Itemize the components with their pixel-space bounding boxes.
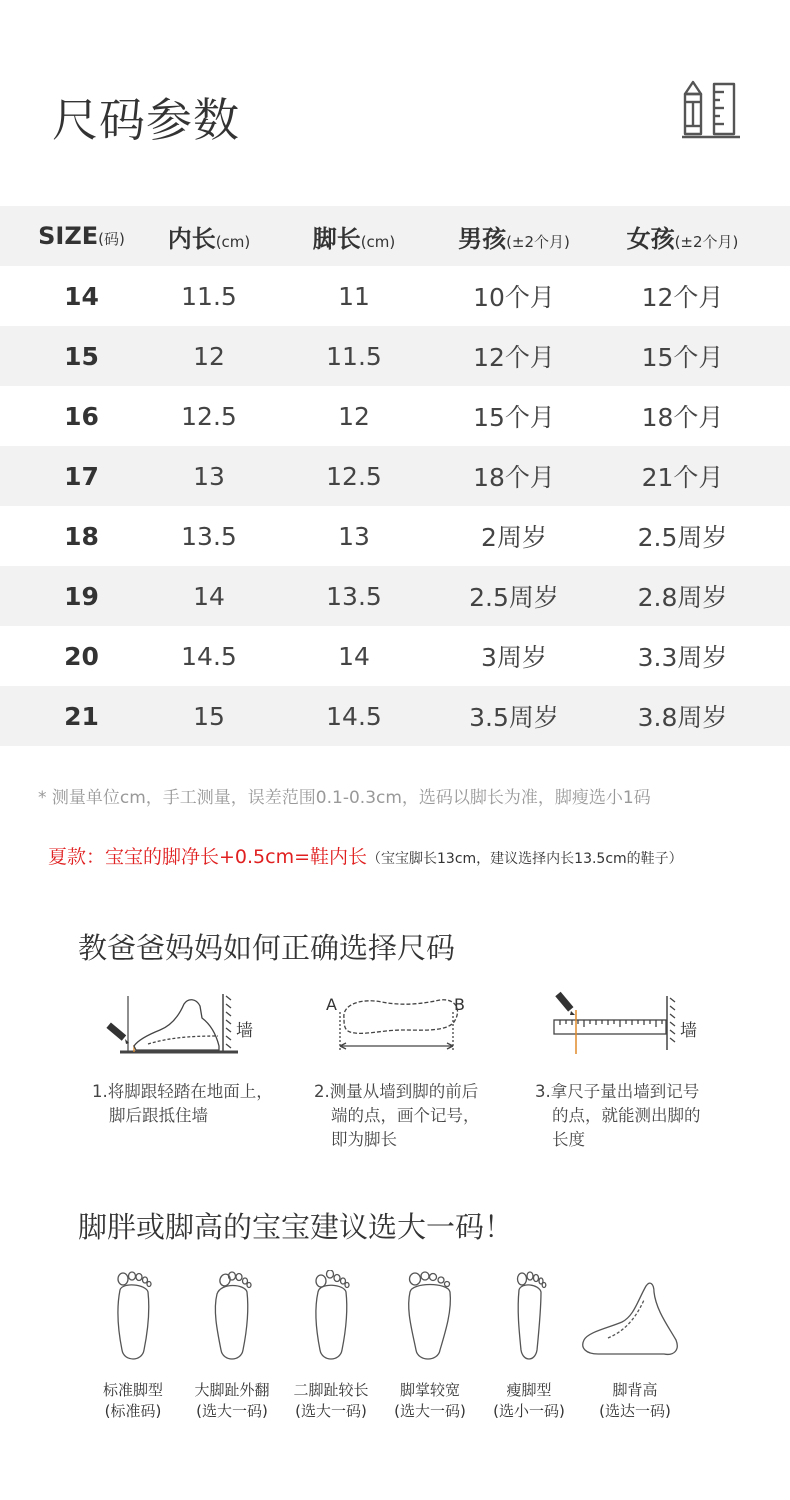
boy-age-cell: 3周岁: [481, 643, 547, 672]
wide-foot-icon: [375, 1270, 485, 1366]
boy-age-cell: 18个月: [473, 463, 555, 492]
step1-illustration: [98, 990, 258, 1060]
measurement-note: * 测量单位cm，手工测量，误差范围0.1-0.3cm，选码以脚长为准，脚瘦选小1码: [38, 788, 651, 808]
foot-label-high-instep: 脚背高 (选达一码): [599, 1381, 671, 1420]
boy-age-cell: 12个月: [473, 343, 555, 372]
foot-label-long-second-toe: 二脚趾较长 (选大一码): [293, 1381, 369, 1420]
long-second-toe-foot-icon: [276, 1270, 386, 1366]
summer-formula: [48, 842, 683, 869]
foot-length-cell: 14: [338, 641, 370, 671]
pencil-ruler-icon: [680, 80, 742, 140]
table-row: [0, 686, 790, 746]
table-header-row: [0, 206, 790, 266]
high-instep-foot-icon: [578, 1270, 688, 1366]
inner-length-cell: 12: [193, 341, 225, 371]
inner-length-cell: 14.5: [181, 641, 237, 671]
inner-length-cell: 13.5: [181, 521, 237, 551]
boy-age-cell: 3.5周岁: [469, 703, 559, 732]
girl-age-cell: 12个月: [641, 283, 724, 312]
header-size: SIZE(码): [38, 222, 125, 250]
size-cell: 18: [64, 521, 99, 551]
wall-label: 墙: [236, 1021, 253, 1041]
foot-length-cell: 13: [338, 521, 370, 551]
thin-foot-icon: [474, 1270, 584, 1366]
boy-age-cell: 10个月: [473, 283, 555, 312]
point-b-label: B: [454, 995, 465, 1014]
girl-age-cell: 18个月: [641, 403, 724, 432]
foot-length-cell: 14.5: [326, 701, 382, 731]
boy-age-cell: 2.5周岁: [469, 583, 559, 612]
girl-age-cell: 15个月: [641, 343, 724, 372]
inner-length-cell: 13: [193, 461, 225, 491]
girl-age-cell: 3.3周岁: [637, 643, 728, 672]
guide-title: 教爸爸妈妈如何正确选择尺码: [78, 931, 456, 965]
table-row: [0, 326, 790, 386]
size-cell: 14: [64, 281, 99, 311]
foot-length-cell: 12: [338, 401, 370, 431]
foot-type-title: 脚胖或脚高的宝宝建议选大一码！: [78, 1210, 514, 1244]
foot-length-cell: 12.5: [326, 461, 382, 491]
foot-label-standard: 标准脚型 (标准码): [102, 1381, 163, 1420]
bunion-foot-icon: [177, 1270, 287, 1366]
foot-length-cell: 11: [338, 281, 370, 311]
step2-text: 2.测量从墙到脚的前后 端的点，画个记号， 即为脚长: [314, 1082, 480, 1149]
header-boy-age: 男孩(±2个月): [458, 224, 570, 253]
girl-age-cell: 21个月: [641, 463, 724, 492]
girl-age-cell: 3.8周岁: [637, 703, 728, 732]
size-cell: 20: [64, 641, 99, 671]
wall-label-2: 墙: [680, 1021, 697, 1041]
page-title: 尺码参数: [52, 93, 240, 147]
foot-label-thin: 瘦脚型 (选小一码): [493, 1381, 565, 1420]
summer-formula-text: 夏款：宝宝的脚净长+0.5cm=鞋内长: [48, 846, 368, 868]
table-row: [0, 626, 790, 686]
foot-length-cell: 13.5: [326, 581, 382, 611]
size-cell: 15: [64, 341, 99, 371]
boy-age-cell: 15个月: [473, 403, 555, 432]
summer-example: （宝宝脚长13cm，建议选择内长13.5cm的鞋子）: [367, 851, 683, 867]
foot-label-wide: 脚掌较宽 (选大一码): [394, 1381, 466, 1420]
table-row: [0, 446, 790, 506]
inner-length-cell: 12.5: [181, 401, 237, 431]
standard-foot-icon: [78, 1270, 188, 1366]
foot-length-cell: 11.5: [326, 341, 382, 371]
table-row: [0, 266, 790, 326]
point-a-label: A: [326, 995, 337, 1014]
step3-text: 3.拿尺子量出墙到记号 的点，就能测出脚的 长度: [535, 1082, 701, 1149]
step2-illustration: [322, 990, 472, 1060]
header-inner-length: 内长(cm): [167, 224, 251, 253]
foot-label-bunion: 大脚趾外翻 (选大一码): [194, 1381, 270, 1420]
table-row: [0, 506, 790, 566]
size-cell: 17: [64, 461, 99, 491]
size-table: [0, 206, 790, 746]
girl-age-cell: 2.5周岁: [637, 523, 728, 552]
boy-age-cell: 2周岁: [481, 523, 547, 552]
inner-length-cell: 15: [193, 701, 225, 731]
girl-age-cell: 2.8周岁: [637, 583, 728, 612]
inner-length-cell: 14: [193, 581, 225, 611]
inner-length-cell: 11.5: [181, 281, 237, 311]
header-girl-age: 女孩(±2个月): [626, 224, 739, 253]
size-cell: 16: [64, 401, 99, 431]
size-cell: 19: [64, 581, 99, 611]
header-foot-length: 脚长(cm): [312, 224, 396, 253]
header: [0, 0, 790, 205]
step1-text: 1.将脚跟轻踏在地面上， 脚后跟抵住墙: [92, 1082, 273, 1125]
table-row: [0, 386, 790, 446]
size-cell: 21: [64, 701, 99, 731]
table-row: [0, 566, 790, 626]
step3-illustration: [550, 990, 710, 1060]
